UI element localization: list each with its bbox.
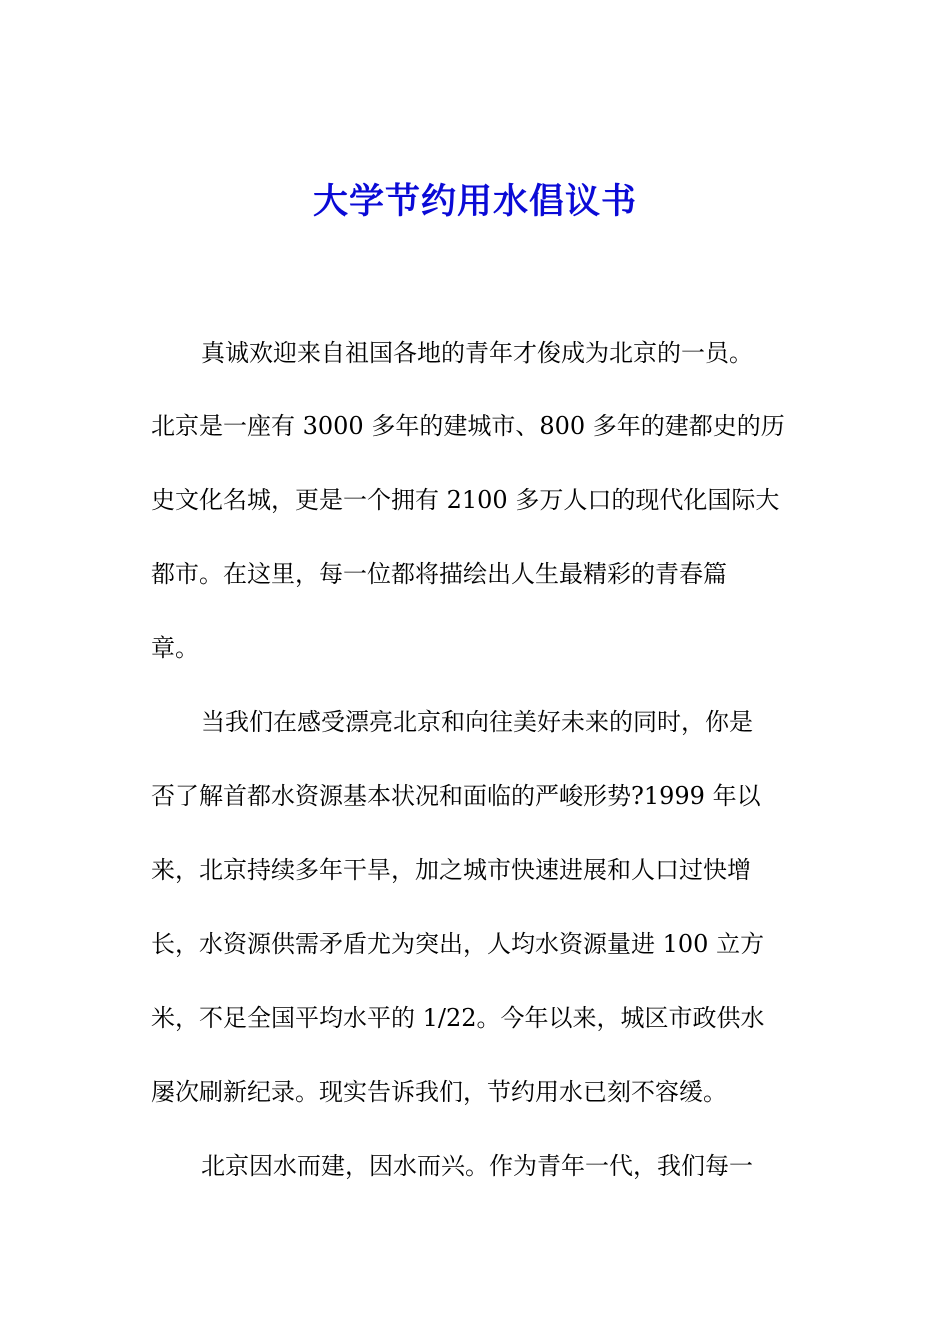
- paragraph-1-line-1: 真诚欢迎来自祖国各地的青年才俊成为北京的一员。: [201, 339, 753, 367]
- paragraph-1-line-2: 北京是一座有 3000 多年的建城市、800 多年的建都史的历: [151, 412, 785, 440]
- paragraph-2-line-2: 否了解首都水资源基本状况和面临的严峻形势?1999 年以: [151, 782, 761, 810]
- paragraph-2-line-5: 米，不足全国平均水平的 1/22。今年以来，城区市政供水: [151, 1004, 765, 1032]
- paragraph-2-line-1: 当我们在感受漂亮北京和向往美好未来的同时，你是: [201, 708, 753, 736]
- paragraph-3-line-1: 北京因水而建，因水而兴。作为青年一代，我们每一: [201, 1152, 753, 1180]
- paragraph-2-line-6: 屡次刷新纪录。现实告诉我们，节约用水已刻不容缓。: [151, 1078, 727, 1106]
- document-title: 大学节约用水倡议书: [312, 182, 637, 222]
- paragraph-1-line-5: 章。: [151, 634, 199, 662]
- paragraph-2-line-4: 长，水资源供需矛盾尤为突出，人均水资源量进 100 立方: [151, 930, 765, 958]
- paragraph-2-line-3: 来，北京持续多年干旱，加之城市快速进展和人口过快增: [151, 856, 751, 884]
- paragraph-1-line-3: 史文化名城，更是一个拥有 2100 多万人口的现代化国际大: [151, 486, 780, 514]
- paragraph-1-line-4: 都市。在这里，每一位都将描绘出人生最精彩的青春篇: [151, 560, 727, 588]
